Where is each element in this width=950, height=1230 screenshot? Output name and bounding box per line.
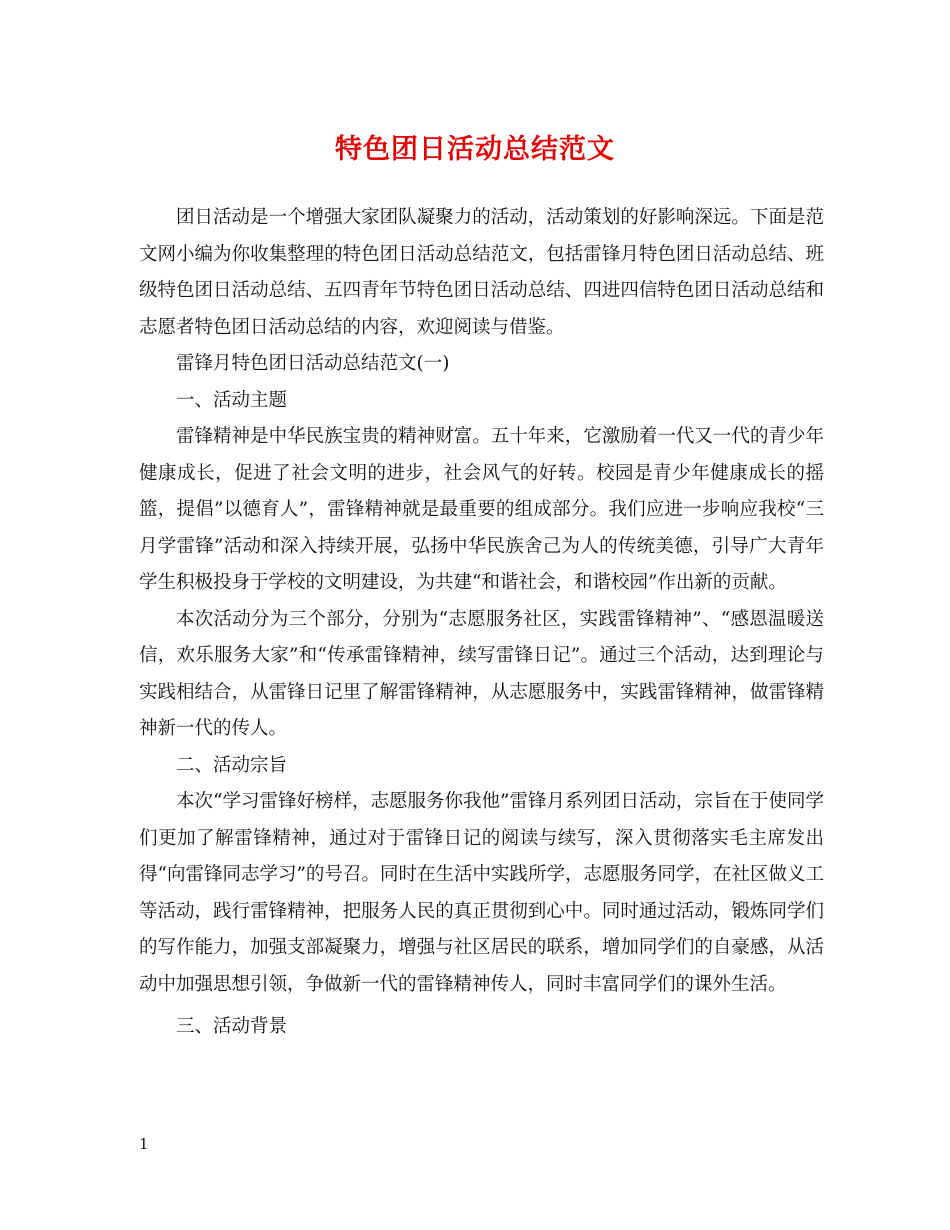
section2-paragraph-1: 本次“学习雷锋好榜样，志愿服务你我他”雷锋月系列团日活动，宗旨在于使同学们更加了解雷锋精神，通过对于雷锋日记的阅读与续写，深入贯彻落实毛主席发出得“向雷锋同志学习”的号召。同时在生活中实践所学，志愿服务同学，在社区做义工等活动，践行雷锋精神，把服务人民的真正贯彻到心中。同时通过活动，锻炼同学们的写作能力，加强支部凝聚力，增强与社区居民的联系，增加同学们的自豪感，从活动中加强思想引领，争做新一代的雷锋精神传人，同时丰富同学们的课外生活。 bbox=[139, 791, 824, 995]
document-body bbox=[139, 200, 824, 1046]
section1-paragraph-2: 本次活动分为三个部分，分别为“志愿服务社区，实践雷锋精神”、“感恩温暖送信，欢乐服务大家”和“传承雷锋精神，续写雷锋日记”。通过三个活动，达到理论与实践相结合，从雷锋日记里了解雷锋精神，从志愿服务中，实践雷锋精神，做雷锋精神新一代的传人。 bbox=[139, 608, 824, 739]
intro-paragraph: 团日活动是一个增强大家团队凝聚力的活动，活动策划的好影响深远。下面是范文网小编为你收集整理的特色团日活动总结范文，包括雷锋月特色团日活动总结、班级特色团日活动总结、五四青年节特色团日活动总结、四进四信特色团日活动总结和志愿者特色团日活动总结的内容，欢迎阅读与借鉴。 bbox=[139, 207, 824, 338]
section-heading-3: 三、活动背景 bbox=[176, 1016, 288, 1037]
section1-paragraph-1: 雷锋精神是中华民族宝贵的精神财富。五十年来，它激励着一代又一代的青少年健康成长，促进了社会文明的进步，社会风气的好转。校园是青少年健康成长的摇篮，提倡”以德育人”，雷锋精神就是最重要的组成部分。我们应进一步响应我校“三月学雷锋”活动和深入持续开展，弘扬中华民族舍己为人的传统美德，引导广大青年学生积极投身于学校的文明建设，为共建“和谐社会，和谐校园”作出新的贡献。 bbox=[139, 426, 824, 593]
section-heading-2: 二、活动宗旨 bbox=[176, 754, 288, 776]
subtitle: 雷锋月特色团日活动总结范文(一) bbox=[176, 353, 450, 374]
page-number: 1 bbox=[139, 1135, 149, 1153]
document-title: 特色团日活动总结范文 bbox=[335, 134, 615, 165]
section-heading-1: 一、活动主题 bbox=[176, 389, 288, 411]
